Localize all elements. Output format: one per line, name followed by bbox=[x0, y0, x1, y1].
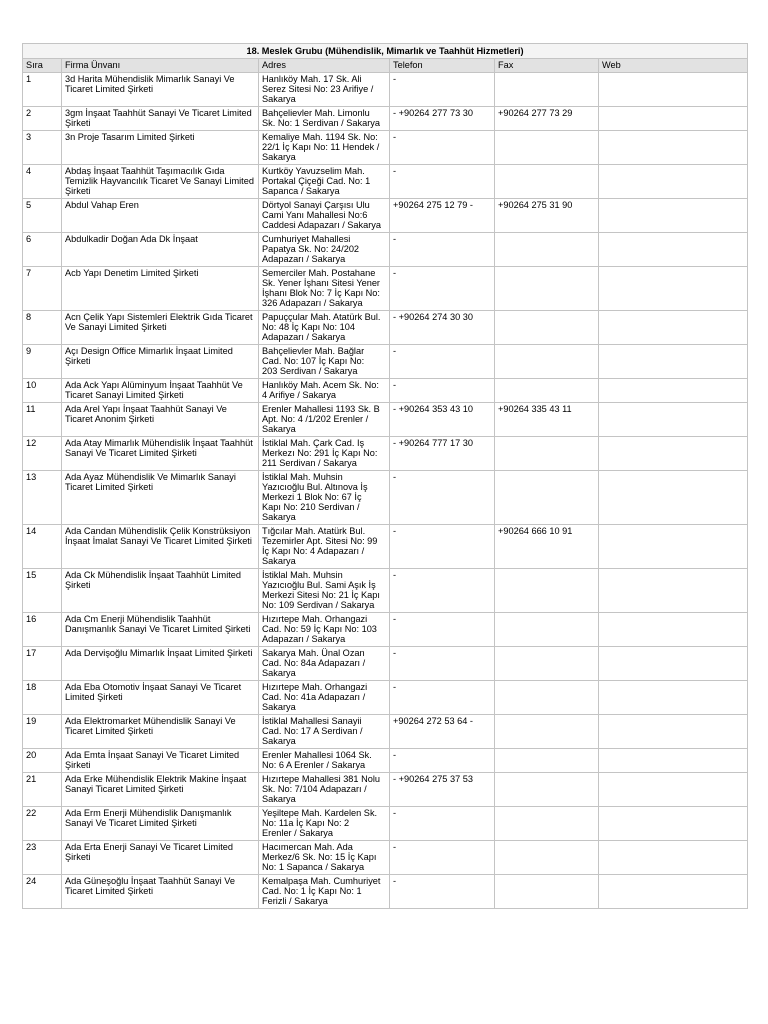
cell-web bbox=[599, 613, 748, 647]
cell-fax bbox=[495, 471, 599, 525]
table-row bbox=[23, 131, 748, 165]
cell-firma: Ada Eba Otomotiv İnşaat Sanayi Ve Ticaret Limited Şirketi bbox=[62, 681, 259, 715]
cell-adres: İstiklal Mah. Çark Cad. Iş Merkezı No: 291 İç Kapı No: 211 Serdivan / Sakarya bbox=[259, 437, 390, 471]
cell-firma: Acb Yapı Denetim Limited Şirketi bbox=[62, 267, 259, 311]
cell-fax bbox=[495, 437, 599, 471]
cell-adres: Hızırtepe Mahallesi 381 Nolu Sk. No: 7/104 Adapazarı / Sakarya bbox=[259, 773, 390, 807]
table-row bbox=[23, 647, 748, 681]
cell-fax bbox=[495, 807, 599, 841]
table-row bbox=[23, 165, 748, 199]
cell-telefon: - bbox=[390, 233, 495, 267]
cell-sira: 16 bbox=[23, 613, 62, 647]
cell-adres: Bahçelievler Mah. Limonlu Sk. No: 1 Serdivan / Sakarya bbox=[259, 107, 390, 131]
cell-sira: 9 bbox=[23, 345, 62, 379]
cell-fax bbox=[495, 131, 599, 165]
cell-fax bbox=[495, 73, 599, 107]
table-row bbox=[23, 233, 748, 267]
cell-fax bbox=[495, 715, 599, 749]
cell-firma: Açı Design Office Mimarlık İnşaat Limited Şirketi bbox=[62, 345, 259, 379]
cell-web bbox=[599, 165, 748, 199]
cell-fax bbox=[495, 379, 599, 403]
cell-web bbox=[599, 875, 748, 909]
cell-sira: 13 bbox=[23, 471, 62, 525]
cell-adres: Hacımercan Mah. Ada Merkez/6 Sk. No: 15 İç Kapı No: 1 Sapanca / Sakarya bbox=[259, 841, 390, 875]
cell-adres: İstiklal Mah. Muhsin Yazıcıoğlu Bul. Sami Aşık İş Merkezi Sitesi No: 21 İç Kapı No: 109 Serdivan / Sakarya bbox=[259, 569, 390, 613]
table-body bbox=[23, 73, 748, 909]
cell-telefon: - bbox=[390, 749, 495, 773]
cell-fax bbox=[495, 681, 599, 715]
cell-adres: Yeşiltepe Mah. Kardelen Sk. No: 11a İç Kapı No: 2 Erenler / Sakarya bbox=[259, 807, 390, 841]
cell-web bbox=[599, 131, 748, 165]
cell-firma: Abdaş İnşaat Taahhüt Taşımacılık Gıda Temizlik Hayvancılık Ticaret Ve Sanayi Limited Şirketi bbox=[62, 165, 259, 199]
cell-adres: Dörtyol Sanayi Çarşısı Ulu Cami Yanı Mahallesi No:6 Caddesi Adapazarı / Sakarya bbox=[259, 199, 390, 233]
cell-sira: 11 bbox=[23, 403, 62, 437]
cell-web bbox=[599, 379, 748, 403]
cell-firma: 3gm İnşaat Taahhüt Sanayi Ve Ticaret Limited Şirketi bbox=[62, 107, 259, 131]
cell-telefon: - bbox=[390, 569, 495, 613]
cell-fax: +90264 335 43 11 bbox=[495, 403, 599, 437]
table-row bbox=[23, 471, 748, 525]
cell-telefon: - bbox=[390, 345, 495, 379]
cell-telefon: - bbox=[390, 165, 495, 199]
cell-adres: Kemaliye Mah. 1194 Sk. No: 22/1 İç Kapı No: 11 Hendek / Sakarya bbox=[259, 131, 390, 165]
cell-fax bbox=[495, 311, 599, 345]
cell-telefon: - +90264 275 37 53 bbox=[390, 773, 495, 807]
cell-adres: Erenler Mahallesi 1064 Sk. No: 6 A Erenler / Sakarya bbox=[259, 749, 390, 773]
cell-firma: Abdul Vahap Eren bbox=[62, 199, 259, 233]
cell-fax bbox=[495, 613, 599, 647]
cell-telefon: - +90264 277 73 30 bbox=[390, 107, 495, 131]
cell-fax bbox=[495, 647, 599, 681]
table-row bbox=[23, 379, 748, 403]
cell-web bbox=[599, 437, 748, 471]
table-row bbox=[23, 345, 748, 379]
cell-adres: Tığcılar Mah. Atatürk Bul. Tezemirler Apt. Sitesi No: 99 İç Kapı No: 4 Adapazarı / Sakarya bbox=[259, 525, 390, 569]
cell-web bbox=[599, 681, 748, 715]
column-header-adres: Adres bbox=[259, 59, 390, 73]
cell-adres: Hızırtepe Mah. Orhangazi Cad. No: 59 İç Kapı No: 103 Adapazarı / Sakarya bbox=[259, 613, 390, 647]
cell-telefon: - bbox=[390, 613, 495, 647]
cell-sira: 21 bbox=[23, 773, 62, 807]
cell-firma: Ada Emta İnşaat Sanayi Ve Ticaret Limited Şirketi bbox=[62, 749, 259, 773]
cell-sira: 15 bbox=[23, 569, 62, 613]
cell-telefon: - bbox=[390, 647, 495, 681]
cell-adres: Kemalpaşa Mah. Cumhuriyet Cad. No: 1 İç Kapı No: 1 Ferizli / Sakarya bbox=[259, 875, 390, 909]
cell-web bbox=[599, 267, 748, 311]
cell-telefon: - bbox=[390, 267, 495, 311]
cell-sira: 12 bbox=[23, 437, 62, 471]
cell-adres: Papuççular Mah. Atatürk Bul. No: 48 İç Kapı No: 104 Adapazarı / Sakarya bbox=[259, 311, 390, 345]
cell-telefon: - +90264 353 43 10 bbox=[390, 403, 495, 437]
cell-firma: Ada Ck Mühendislik İnşaat Taahhüt Limited Şirketi bbox=[62, 569, 259, 613]
cell-firma: 3d Harita Mühendislik Mimarlık Sanayi Ve Ticaret Limited Şirketi bbox=[62, 73, 259, 107]
table-row bbox=[23, 875, 748, 909]
cell-sira: 22 bbox=[23, 807, 62, 841]
cell-sira: 10 bbox=[23, 379, 62, 403]
cell-sira: 1 bbox=[23, 73, 62, 107]
cell-firma: Ada Elektromarket Mühendislik Sanayi Ve Ticaret Limited Şirketi bbox=[62, 715, 259, 749]
cell-adres: Kurtköy Yavuzselim Mah. Portakal Çiçeği Cad. No: 1 Sapanca / Sakarya bbox=[259, 165, 390, 199]
table-row bbox=[23, 613, 748, 647]
cell-web bbox=[599, 647, 748, 681]
table-row bbox=[23, 773, 748, 807]
cell-adres: Hızırtepe Mah. Orhangazi Cad. No: 41a Adapazarı / Sakarya bbox=[259, 681, 390, 715]
cell-firma: Ada Dervişoğlu Mimarlık İnşaat Limited Şirketi bbox=[62, 647, 259, 681]
cell-sira: 5 bbox=[23, 199, 62, 233]
title-row bbox=[23, 44, 748, 59]
cell-adres: İstiklal Mah. Muhsin Yazıcıoğlu Bul. Altınova İş Merkezi 1 Blok No: 67 İç Kapı No: 210 Serdivan / Sakarya bbox=[259, 471, 390, 525]
cell-adres: Bahçelievler Mah. Bağlar Cad. No: 107 İç Kapı No: 203 Serdivan / Sakarya bbox=[259, 345, 390, 379]
cell-web bbox=[599, 569, 748, 613]
cell-fax bbox=[495, 569, 599, 613]
cell-web bbox=[599, 403, 748, 437]
cell-web bbox=[599, 841, 748, 875]
cell-telefon: - bbox=[390, 73, 495, 107]
cell-firma: Ada Ack Yapı Alüminyum İnşaat Taahhüt Ve Ticaret Sanayi Limited Şirketi bbox=[62, 379, 259, 403]
table-row bbox=[23, 525, 748, 569]
cell-firma: Ada Arel Yapı İnşaat Taahhüt Sanayi Ve Ticaret Anonim Şirketi bbox=[62, 403, 259, 437]
cell-web bbox=[599, 233, 748, 267]
cell-sira: 18 bbox=[23, 681, 62, 715]
cell-fax bbox=[495, 267, 599, 311]
cell-web bbox=[599, 107, 748, 131]
cell-sira: 7 bbox=[23, 267, 62, 311]
cell-sira: 6 bbox=[23, 233, 62, 267]
cell-fax: +90264 666 10 91 bbox=[495, 525, 599, 569]
cell-telefon: +90264 272 53 64 - bbox=[390, 715, 495, 749]
cell-telefon: - bbox=[390, 471, 495, 525]
cell-web bbox=[599, 715, 748, 749]
cell-web bbox=[599, 73, 748, 107]
cell-fax: +90264 275 31 90 bbox=[495, 199, 599, 233]
cell-web bbox=[599, 199, 748, 233]
cell-web bbox=[599, 749, 748, 773]
column-header-web: Web bbox=[599, 59, 748, 73]
cell-firma: Ada Güneşoğlu İnşaat Taahhüt Sanayi Ve Ticaret Limited Şirketi bbox=[62, 875, 259, 909]
cell-web bbox=[599, 773, 748, 807]
cell-sira: 14 bbox=[23, 525, 62, 569]
cell-telefon: - bbox=[390, 379, 495, 403]
table-row bbox=[23, 569, 748, 613]
cell-fax: +90264 277 73 29 bbox=[495, 107, 599, 131]
cell-fax bbox=[495, 165, 599, 199]
cell-firma: Ada Ayaz Mühendislik Ve Mimarlık Sanayi Ticaret Limited Şirketi bbox=[62, 471, 259, 525]
cell-fax bbox=[495, 875, 599, 909]
cell-firma: Abdulkadir Doğan Ada Dk İnşaat bbox=[62, 233, 259, 267]
cell-sira: 24 bbox=[23, 875, 62, 909]
table-row bbox=[23, 107, 748, 131]
table-row bbox=[23, 715, 748, 749]
cell-firma: Ada Cm Enerji Mühendislik Taahhüt Danışmanlık Sanayi Ve Ticaret Limited Şirketi bbox=[62, 613, 259, 647]
cell-sira: 20 bbox=[23, 749, 62, 773]
table-row bbox=[23, 73, 748, 107]
cell-web bbox=[599, 311, 748, 345]
cell-fax bbox=[495, 773, 599, 807]
cell-telefon: - bbox=[390, 807, 495, 841]
cell-adres: Semerciler Mah. Postahane Sk. Yener İşhanı Sitesi Yener İşhanı Blok No: 7 İç Kapı No: 326 Adapazarı / Sakarya bbox=[259, 267, 390, 311]
table-row bbox=[23, 311, 748, 345]
cell-adres: Sakarya Mah. Ünal Ozan Cad. No: 84a Adapazarı / Sakarya bbox=[259, 647, 390, 681]
cell-telefon: - bbox=[390, 681, 495, 715]
cell-fax bbox=[495, 345, 599, 379]
column-header-row bbox=[23, 59, 748, 73]
cell-adres: Cumhuriyet Mahallesi Papatya Sk. No: 24/202 Adapazarı / Sakarya bbox=[259, 233, 390, 267]
firm-directory-table bbox=[22, 43, 748, 909]
cell-sira: 3 bbox=[23, 131, 62, 165]
cell-telefon: +90264 275 12 79 - bbox=[390, 199, 495, 233]
table-row bbox=[23, 267, 748, 311]
cell-firma: Ada Candan Mühendislik Çelik Konstrüksiyon İnşaat İmalat Sanayi Ve Ticaret Limited Şirketi bbox=[62, 525, 259, 569]
column-header-sira: Sıra bbox=[23, 59, 62, 73]
table-row bbox=[23, 437, 748, 471]
cell-web bbox=[599, 807, 748, 841]
cell-firma: Ada Atay Mimarlık Mühendislik İnşaat Taahhüt Sanayi Ve Ticaret Limited Şirketi bbox=[62, 437, 259, 471]
cell-telefon: - +90264 274 30 30 bbox=[390, 311, 495, 345]
cell-telefon: - +90264 777 17 30 bbox=[390, 437, 495, 471]
cell-adres: İstiklal Mahallesi Sanayii Cad. No: 17 A Serdivan / Sakarya bbox=[259, 715, 390, 749]
cell-firma: Ada Erm Enerji Mühendislik Danışmanlık Sanayi Ve Ticaret Limited Şirketi bbox=[62, 807, 259, 841]
cell-sira: 23 bbox=[23, 841, 62, 875]
cell-sira: 19 bbox=[23, 715, 62, 749]
column-header-fax: Fax bbox=[495, 59, 599, 73]
cell-firma: Ada Erke Mühendislik Elektrik Makine İnşaat Sanayi Ticaret Limited Şirketi bbox=[62, 773, 259, 807]
cell-web bbox=[599, 525, 748, 569]
cell-fax bbox=[495, 841, 599, 875]
cell-firma: Ada Erta Enerji Sanayi Ve Ticaret Limited Şirketi bbox=[62, 841, 259, 875]
cell-telefon: - bbox=[390, 131, 495, 165]
cell-fax bbox=[495, 233, 599, 267]
cell-adres: Hanlıköy Mah. Acem Sk. No: 4 Arifiye / Sakarya bbox=[259, 379, 390, 403]
cell-telefon: - bbox=[390, 525, 495, 569]
cell-web bbox=[599, 471, 748, 525]
column-header-telefon: Telefon bbox=[390, 59, 495, 73]
cell-firma: 3n Proje Tasarım Limited Şirketi bbox=[62, 131, 259, 165]
cell-telefon: - bbox=[390, 841, 495, 875]
table-title: 18. Meslek Grubu (Mühendislik, Mimarlık ve Taahhüt Hizmetleri) bbox=[23, 44, 748, 59]
cell-sira: 17 bbox=[23, 647, 62, 681]
table-row bbox=[23, 749, 748, 773]
cell-web bbox=[599, 345, 748, 379]
cell-firma: Acn Çelik Yapı Sistemleri Elektrik Gıda Ticaret Ve Sanayi Limited Şirketi bbox=[62, 311, 259, 345]
cell-sira: 2 bbox=[23, 107, 62, 131]
cell-telefon: - bbox=[390, 875, 495, 909]
cell-adres: Erenler Mahallesi 1193 Sk. B Apt. No: 4 /1/202 Erenler / Sakarya bbox=[259, 403, 390, 437]
table-row bbox=[23, 199, 748, 233]
cell-adres: Hanlıköy Mah. 17 Sk. Ali Serez Sitesi No: 23 Arifiye / Sakarya bbox=[259, 73, 390, 107]
cell-sira: 4 bbox=[23, 165, 62, 199]
cell-sira: 8 bbox=[23, 311, 62, 345]
table-row bbox=[23, 807, 748, 841]
column-header-firma: Firma Ünvanı bbox=[62, 59, 259, 73]
cell-fax bbox=[495, 749, 599, 773]
table-row bbox=[23, 681, 748, 715]
table-row bbox=[23, 403, 748, 437]
table-row bbox=[23, 841, 748, 875]
